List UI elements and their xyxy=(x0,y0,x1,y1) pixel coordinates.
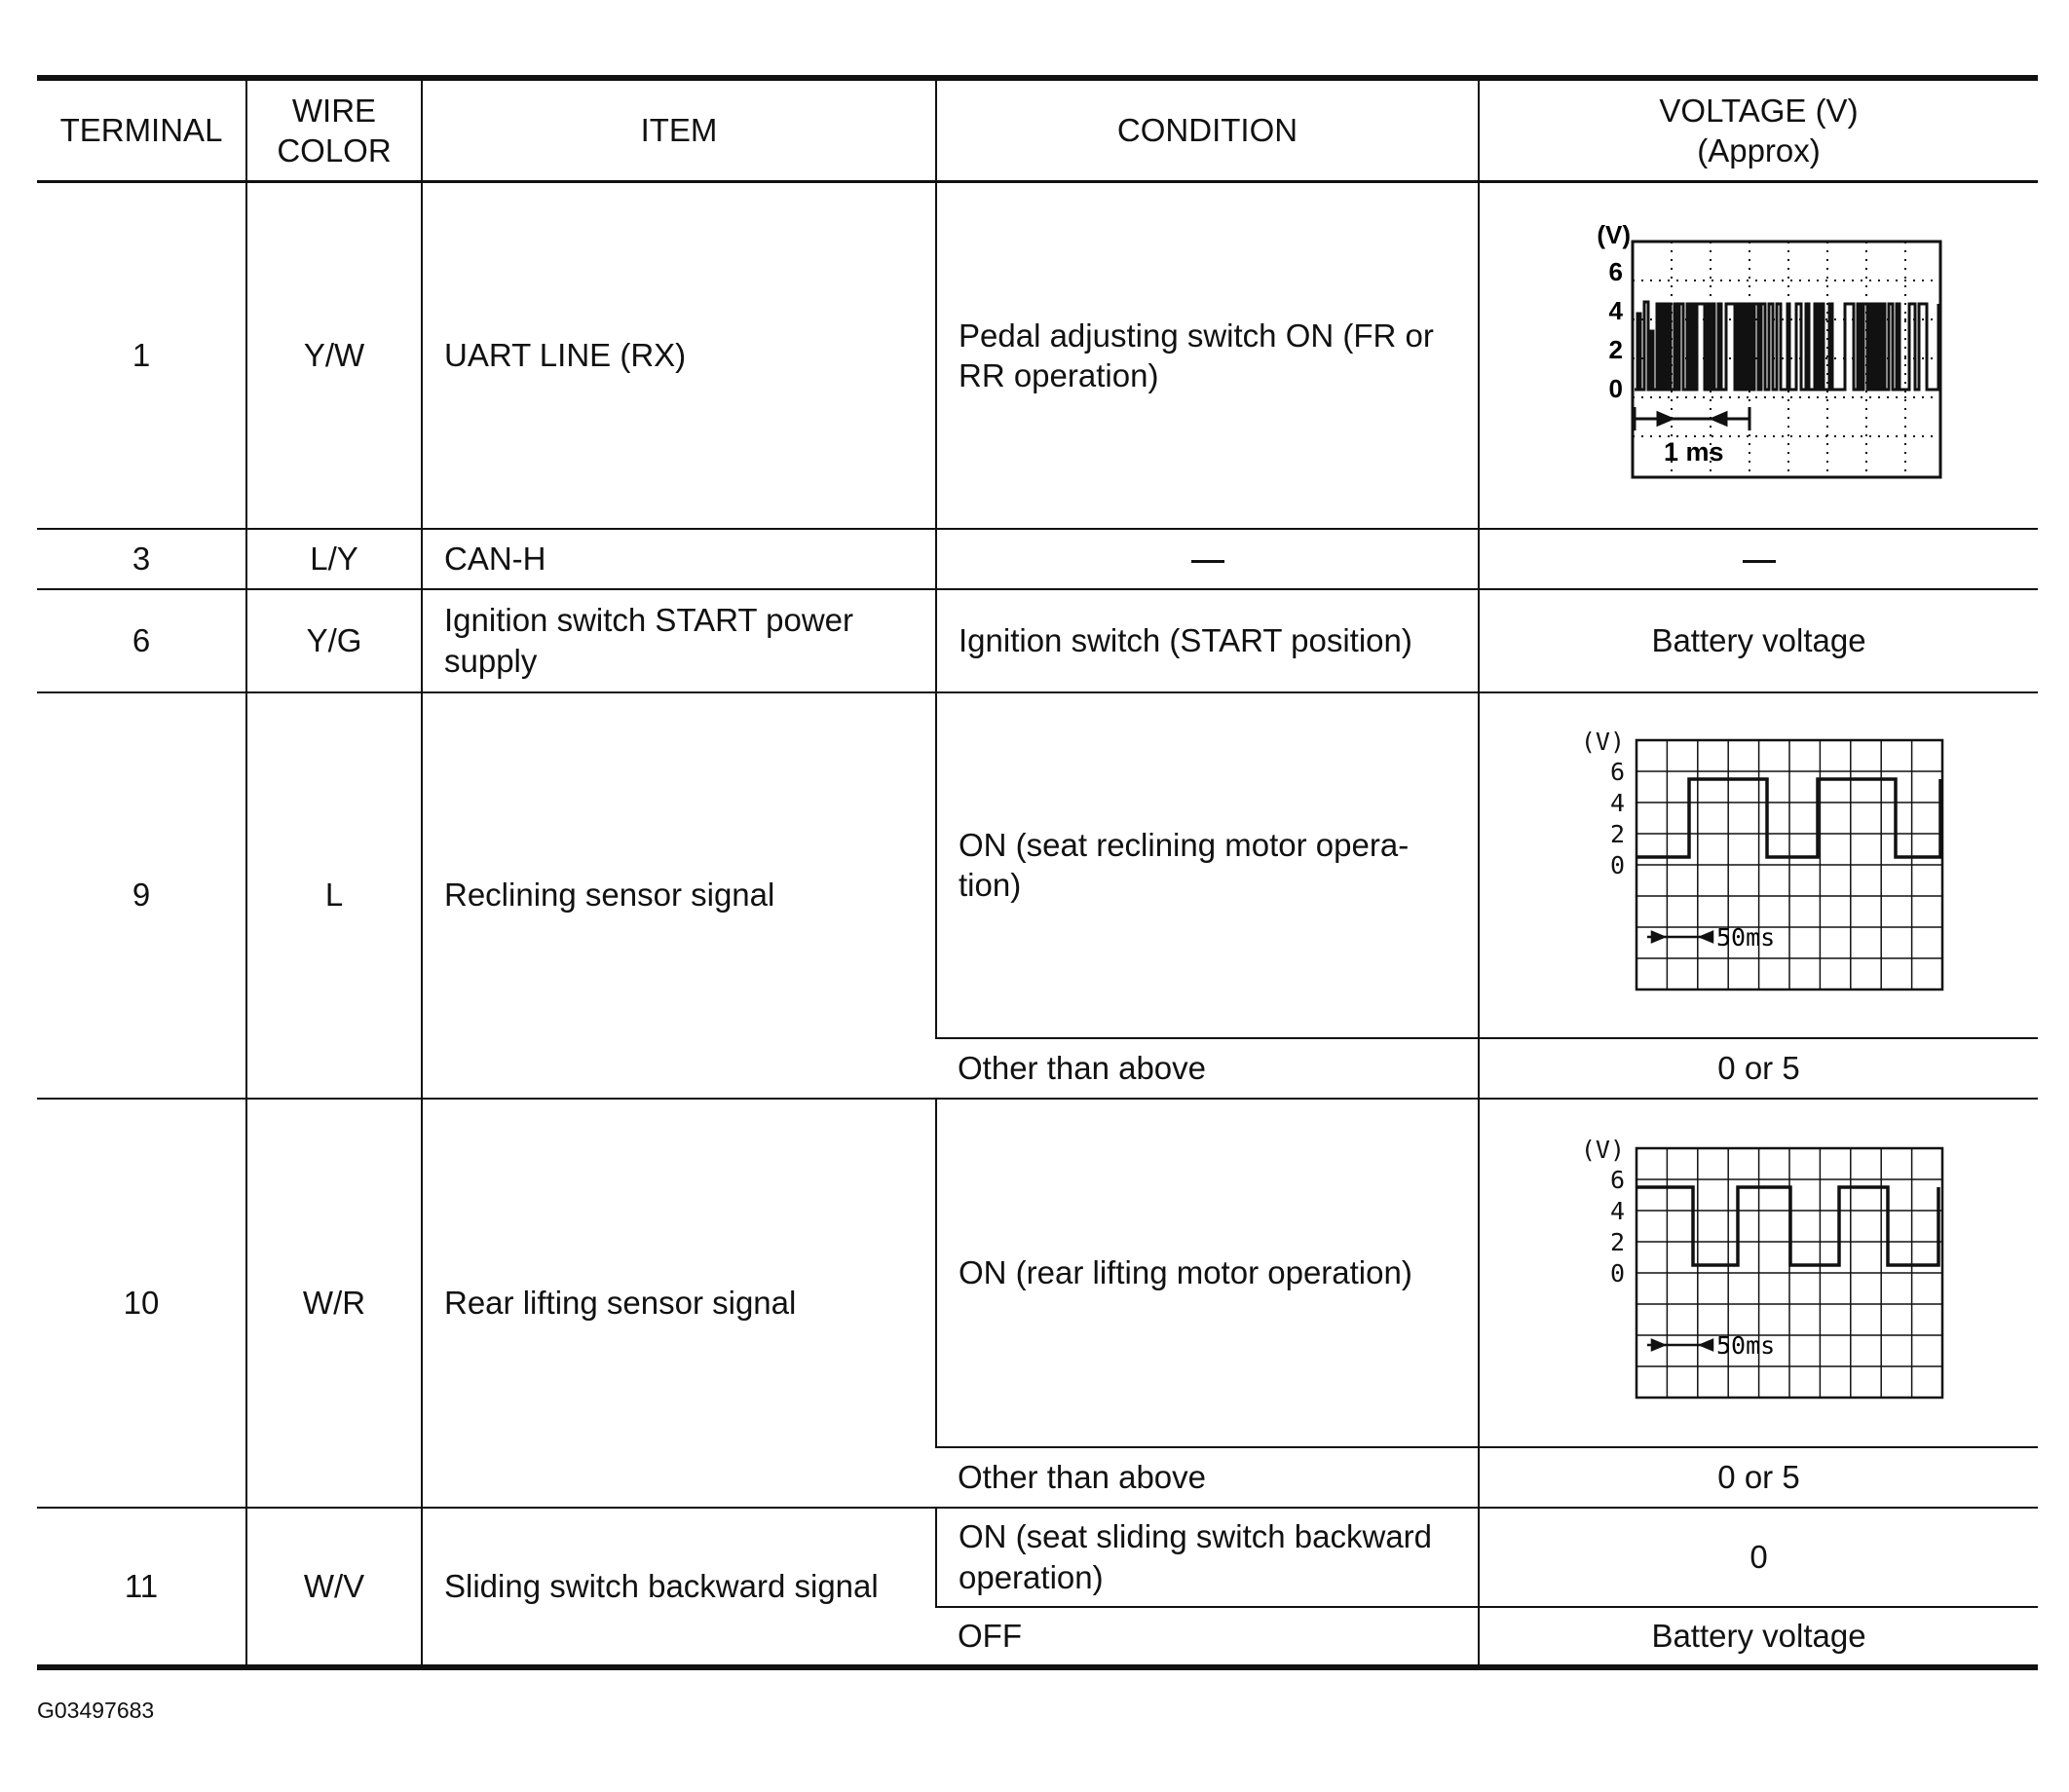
header-wire-color xyxy=(246,78,422,182)
table-header-row xyxy=(37,78,2038,182)
item-cell: Sliding switch backward signal xyxy=(422,1508,936,1667)
table-row xyxy=(37,182,2038,529)
table-row xyxy=(37,692,2038,1038)
terminal-cell: 9 xyxy=(37,692,246,1099)
y-tick-label: 6 xyxy=(1609,1165,1625,1194)
y-tick-label: 2 xyxy=(1609,820,1625,848)
reclining-waveform-chart xyxy=(1574,728,1944,1001)
condition-cell: OFF xyxy=(936,1607,1479,1667)
waveform-unit-label: (V) xyxy=(1596,223,1631,249)
square-wave-trace xyxy=(1636,1187,1938,1265)
terminal-cell: 11 xyxy=(37,1508,246,1667)
condition-cell: ON (seat reclining motor opera-tion) xyxy=(936,692,1479,1038)
wire-color-cell: W/R xyxy=(246,1099,422,1508)
y-tick-label: 0 xyxy=(1608,373,1623,403)
condition-cell: Other than above xyxy=(936,1038,1479,1099)
dash-mark xyxy=(1191,560,1224,563)
voltage-waveform-cell xyxy=(1479,692,2038,1038)
wire-color-cell: W/V xyxy=(246,1508,422,1667)
header-voltage xyxy=(1479,78,2038,182)
voltage-cell: 0 or 5 xyxy=(1479,1038,2038,1099)
item-cell: CAN-H xyxy=(422,529,936,589)
y-tick-label: 6 xyxy=(1608,256,1623,286)
wire-color-cell: L/Y xyxy=(246,529,422,589)
voltage-cell: 0 or 5 xyxy=(1479,1447,2038,1508)
item-cell: Ignition switch START power supply xyxy=(422,589,936,692)
terminal-spec-table xyxy=(37,75,2038,1670)
item-cell: Reclining sensor signal xyxy=(422,692,936,1099)
header-terminal: TERMINAL xyxy=(37,78,246,182)
condition-cell xyxy=(936,529,1479,589)
voltage-cell: Battery voltage xyxy=(1479,1607,2038,1667)
header-voltage-line2: (Approx) xyxy=(1697,132,1821,168)
y-tick-label: 6 xyxy=(1609,758,1625,786)
waveform-unit-label: (V) xyxy=(1580,1136,1625,1164)
time-scale-marker xyxy=(1647,932,1712,942)
uart-waveform-chart xyxy=(1574,224,1944,487)
header-item: ITEM xyxy=(422,78,936,182)
condition-cell: ON (seat sliding switch backward operation) xyxy=(936,1508,1479,1607)
condition-cell: Ignition switch (START position) xyxy=(936,589,1479,692)
waveform-unit-label: (V) xyxy=(1580,728,1625,756)
time-scale-marker xyxy=(1635,407,1749,430)
y-tick-label: 4 xyxy=(1608,295,1623,325)
terminal-cell: 3 xyxy=(37,529,246,589)
y-tick-label: 0 xyxy=(1609,1258,1625,1288)
y-tick-label: 4 xyxy=(1609,789,1625,817)
wire-color-cell: L xyxy=(246,692,422,1099)
dash-mark xyxy=(1743,560,1776,563)
figure-code: G03497683 xyxy=(37,1698,155,1723)
voltage-cell: Battery voltage xyxy=(1479,589,2038,692)
voltage-waveform-cell xyxy=(1479,182,2038,529)
y-tick-label: 2 xyxy=(1608,334,1623,364)
table-row xyxy=(37,529,2038,589)
y-tick-label: 4 xyxy=(1609,1196,1625,1225)
time-scale-marker xyxy=(1647,1340,1712,1350)
header-voltage-line1: VOLTAGE (V) xyxy=(1659,92,1859,129)
item-cell: Rear lifting sensor signal xyxy=(422,1099,936,1508)
condition-cell: ON (rear lifting motor operation) xyxy=(936,1099,1479,1447)
table-row xyxy=(37,1508,2038,1607)
table-row xyxy=(37,1099,2038,1447)
header-wire-color-line2: COLOR xyxy=(277,132,392,168)
square-wave-trace xyxy=(1636,779,1940,857)
voltage-cell xyxy=(1479,529,2038,589)
rear-lifting-waveform-chart xyxy=(1574,1137,1944,1409)
wire-color-cell: Y/W xyxy=(246,182,422,529)
table-row xyxy=(37,589,2038,692)
time-scale-label: 50ms xyxy=(1715,923,1775,952)
terminal-cell: 1 xyxy=(37,182,246,529)
y-tick-label: 0 xyxy=(1609,851,1625,879)
uart-signal-trace xyxy=(1635,302,1938,390)
voltage-waveform-cell xyxy=(1479,1099,2038,1447)
time-scale-label: 1 ms xyxy=(1663,436,1724,467)
wire-color-cell: Y/G xyxy=(246,589,422,692)
header-wire-color-line1: WIRE xyxy=(291,92,377,129)
time-scale-label: 50ms xyxy=(1715,1330,1775,1360)
terminal-cell: 6 xyxy=(37,589,246,692)
terminal-cell: 10 xyxy=(37,1099,246,1508)
y-tick-label: 2 xyxy=(1609,1227,1625,1256)
header-condition: CONDITION xyxy=(936,78,1479,182)
voltage-cell: 0 xyxy=(1479,1508,2038,1607)
condition-cell: Other than above xyxy=(936,1447,1479,1508)
item-cell: UART LINE (RX) xyxy=(422,182,936,529)
condition-cell: Pedal adjusting switch ON (FR or RR operation) xyxy=(936,182,1479,529)
